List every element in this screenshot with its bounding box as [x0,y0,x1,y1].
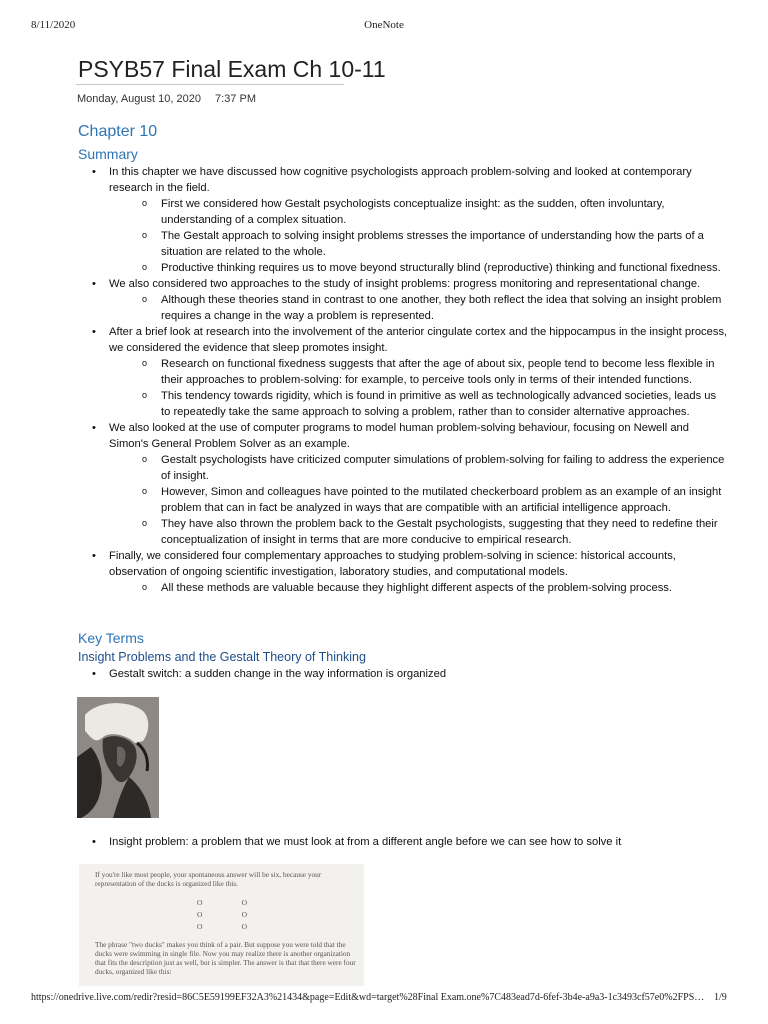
duck-mark: O [197,898,203,907]
duck-mark: O [241,910,247,919]
ambiguous-figure-illustration [77,697,159,818]
print-footer-url[interactable]: https://onedrive.live.com/redir?resid=86C5E59199EF32A3%21434&page=Edit&wd=target%28Final Exam.one%7C483ead7d-6fef-3b4e-a9a3-1c3493cf57e0%2FPS… [31,992,705,1003]
title-divider [76,84,344,85]
print-app-name: OneNote [364,19,404,31]
summary-subbullet: o First we considered how Gestalt psychologists conceptualize insight: as the sudden, often involuntary, understanding of a complex situation. [139,196,728,228]
summary-subbullet: o They have also thrown the problem back to the Gestalt psychologists, suggesting that they need to redefine their conceptualization of insight in terms that are more conducive to empirical research. [139,516,728,548]
key-term-item [88,834,621,850]
summary-heading: Summary [78,146,138,162]
summary-bullet-text: We also looked at the use of computer programs to model human problem-solving behaviour, focusing on Newell and Simon's General Problem Solver as an example. [109,422,690,450]
summary-list [88,164,728,596]
summary-bullet [88,324,728,420]
summary-subbullet: o The Gestalt approach to solving insight problems stresses the importance of understanding how the parts of a situation are related to the whole. [139,228,728,260]
duck-mark: O [197,922,203,931]
summary-bullet [88,548,728,596]
summary-bullet-text: After a brief look at research into the involvement of the anterior cingulate cortex and the hippocampus in the insight process, we considered the evidence that sleep promotes insight. [109,326,728,354]
created-time: 7:37 PM [215,93,256,105]
key-terms-subheading: Insight Problems and the Gestalt Theory of Thinking [78,650,366,664]
print-date: 8/11/2020 [31,19,76,31]
summary-subbullet: o All these methods are valuable because they highlight different aspects of the problem-solving process. [139,580,728,596]
summary-subbullet: o Productive thinking requires us to move beyond structurally blind (reproductive) thinking and functional fixedness. [139,260,728,276]
created-date: Monday, August 10, 2020 [77,93,201,105]
textbook-excerpt-image [79,864,364,986]
key-term-text: Gestalt switch: a sudden change in the way information is organized [109,668,447,680]
summary-bullet-text: In this chapter we have discussed how cognitive psychologists approach problem-solving and looked at contemporary research in the field. [109,166,692,194]
duck-mark: O [241,898,247,907]
summary-bullet [88,276,728,324]
duck-mark: O [197,910,203,919]
page-created-timestamp [77,93,267,105]
key-term-text: Insight problem: a problem that we must look at from a different angle before we can see how to solve it [109,836,622,848]
key-terms-heading: Key Terms [78,630,144,646]
summary-subbullet: o This tendency towards rigidity, which is found in primitive as well as technologically advanced societies, leads us to repeatedly take the same approach to solving a problem, rather than to consider alternative approaches. [139,388,728,420]
summary-subbullet: o Gestalt psychologists have criticized computer simulations of problem-solving for failing to address the experience of insight. [139,452,728,484]
gestalt-switch-image [77,697,159,818]
duck-pairs-figure [197,898,247,934]
chapter-heading: Chapter 10 [78,123,158,140]
summary-bullet [88,164,728,276]
print-page-number: 1/9 [714,992,727,1003]
summary-bullet-text: Finally, we considered four complementary approaches to studying problem-solving in science: historical accounts, observation of ongoing scientific investigation, laboratory studies, and computational models. [109,550,676,578]
summary-subbullet: o Research on functional fixedness suggests that after the age of about six, people tend to become less flexible in their approaches to problem-solving: for example, to perceive tools only in terms of their intended functions. [139,356,728,388]
excerpt-paragraph: The phrase "two ducks" makes you think of a pair. But suppose you were told that the ducks were swimming in single file. Now you may realize there is another organization that fits the description just as well, but is simpler. The answer is that that there were four ducks, organized like this: [95,940,356,976]
page-title[interactable]: PSYB57 Final Exam Ch 10-11 [78,56,386,82]
summary-bullet [88,420,728,548]
key-term-item [88,666,446,682]
summary-subbullet: o Although these theories stand in contrast to one another, they both reflect the idea that solving an insight problem requires a change in the way a problem is represented. [139,292,728,324]
summary-subbullet: o However, Simon and colleagues have pointed to the mutilated checkerboard problem as an example of an insight problem that can in fact be analyzed in ways that are compatible with an artificial intelligence approach. [139,484,728,516]
excerpt-paragraph: If you're like most people, your spontaneous answer will be six, because your representation of the ducks is organized like this. [95,870,322,888]
summary-bullet-text: We also considered two approaches to the study of insight problems: progress monitoring and representational change. [109,278,701,290]
duck-mark: O [241,922,247,931]
